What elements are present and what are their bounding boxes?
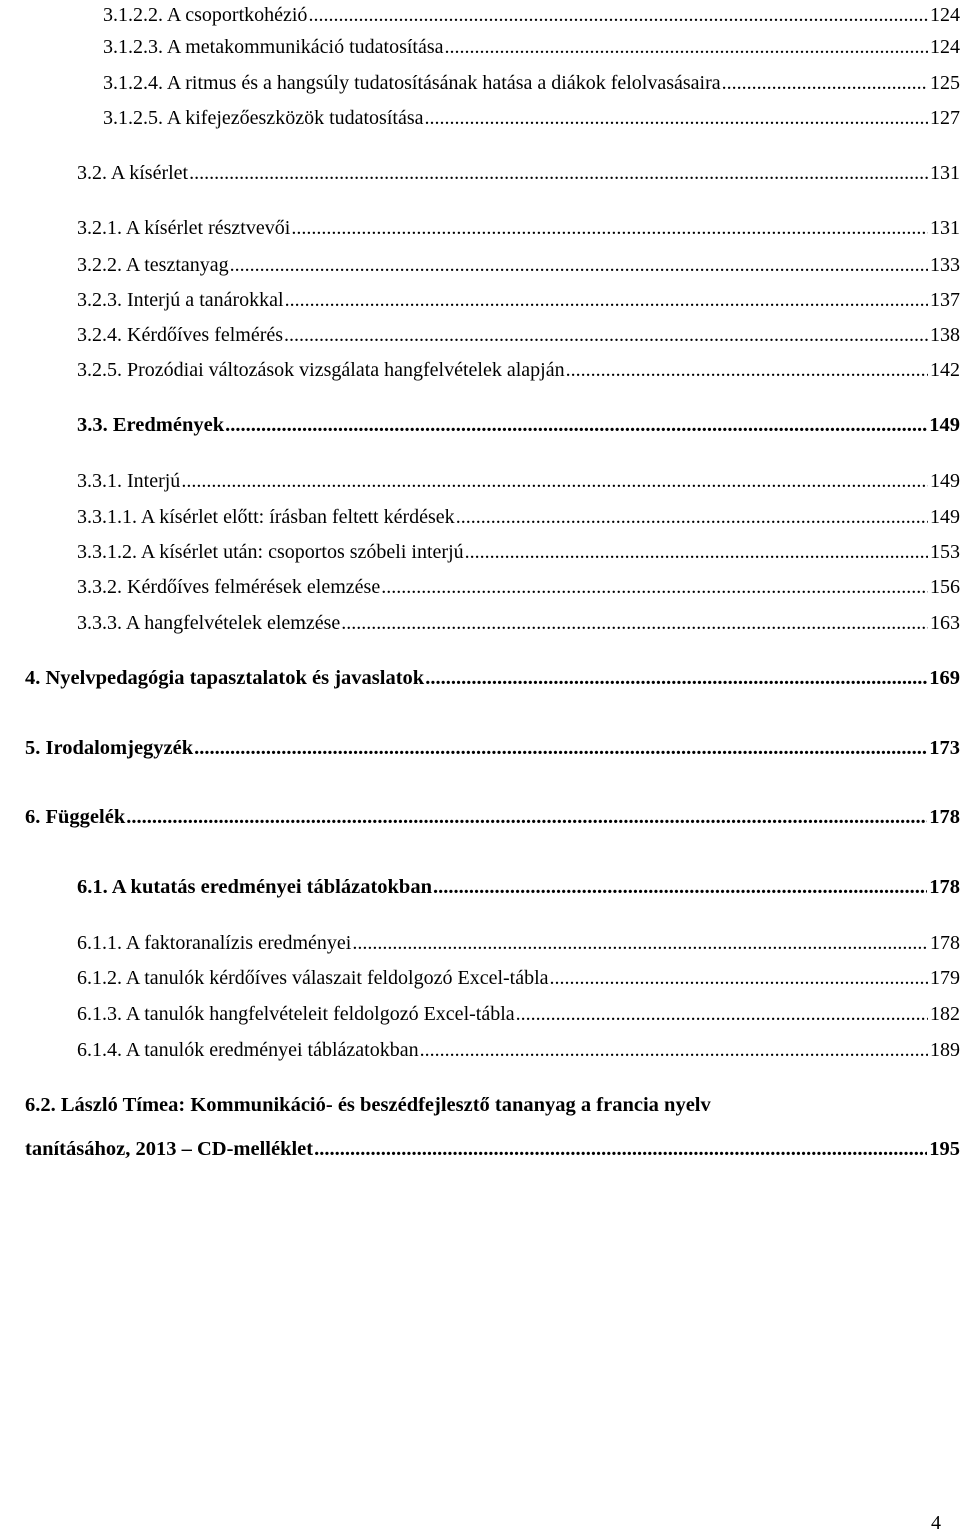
toc-entry-title: A tesztanyag [125, 254, 229, 276]
toc-page-number: 179 [930, 967, 960, 989]
toc-dot-leader [225, 410, 927, 440]
toc-entry-label [77, 608, 340, 638]
toc-page-number: 169 [929, 667, 960, 689]
toc-dot-leader [445, 32, 928, 62]
toc-entry-label [77, 320, 283, 350]
toc-dot-leader [352, 928, 928, 958]
toc-entry-label [77, 572, 380, 602]
toc-page-number: 124 [930, 36, 960, 58]
toc-entry[interactable] [77, 502, 960, 532]
toc-entry-number: 3.2. [77, 162, 107, 184]
toc-entry-number: 6.1. [77, 876, 108, 898]
toc-dot-leader [456, 502, 928, 532]
toc-dot-leader [425, 663, 927, 693]
toc-page-number: 163 [930, 612, 960, 634]
toc-page-number: 131 [930, 162, 960, 184]
toc-entry-title: A tanulók eredményei táblázatokban [125, 1039, 419, 1061]
toc-dot-leader [284, 320, 928, 350]
toc-entry-number: 5. [25, 737, 41, 759]
toc-page-number: 153 [930, 541, 960, 563]
toc-dot-leader [181, 466, 928, 496]
toc-dot-leader [550, 963, 928, 993]
toc-page-number: 125 [930, 72, 960, 94]
toc-entry-number: 3.3.1.1. [77, 506, 137, 528]
toc-entry-label [77, 285, 284, 315]
toc-page-number: 195 [929, 1138, 960, 1160]
toc-page-number: 133 [930, 254, 960, 276]
toc-entry-label [77, 355, 565, 385]
toc-page-number: 173 [929, 737, 960, 759]
toc-entry-title: László Tímea: Kommunikáció- és beszédfejlesztő tananyag a francia nyelv [60, 1094, 711, 1116]
toc-dot-leader [126, 802, 927, 832]
toc-entry-label [77, 466, 180, 496]
toc-entry-label [77, 158, 188, 188]
toc-page-number: 178 [929, 876, 960, 898]
toc-entry-number: 3.2.4. [77, 324, 122, 346]
toc-entry-title: Prozódiai változások vizsgálata hangfelvételek alapján [127, 359, 565, 381]
toc-entry-title: A ritmus és a hangsúly tudatosításának hatása a diákok felolvasásaira [166, 72, 721, 94]
toc-entry-title: tanításához, 2013 – CD-melléklet [25, 1138, 314, 1160]
toc-entry-label [77, 250, 229, 280]
toc-entry-title: Nyelvpedagógia tapasztalatok és javaslatok [45, 667, 425, 689]
toc-page-number: 142 [930, 359, 960, 381]
toc-entry[interactable] [103, 0, 960, 30]
toc-dot-leader [722, 68, 928, 98]
toc-entry-title: A kísérlet résztvevői [125, 217, 291, 239]
toc-page-number: 138 [930, 324, 960, 346]
toc-entry[interactable] [25, 663, 960, 693]
toc-page-number: 156 [930, 576, 960, 598]
toc-entry-title: Interjú a tanárokkal [127, 289, 284, 311]
toc-entry[interactable] [103, 68, 960, 98]
toc-entry-label [103, 32, 444, 62]
toc-page-number: 124 [930, 4, 960, 26]
toc-entry[interactable] [77, 963, 960, 993]
toc-entry-number: 6.1.2. [77, 967, 122, 989]
toc-page-number: 182 [930, 1003, 960, 1025]
toc-entry-title: A kifejezőeszközök tudatosítása [166, 107, 424, 129]
toc-entry-title: Kérdőíves felmérés [127, 324, 284, 346]
toc-entry-label [25, 802, 125, 832]
toc-entry[interactable] [77, 355, 960, 385]
toc-entry-title: A metakommunikáció tudatosítása [166, 36, 444, 58]
toc-entry-number: 3.3.3. [77, 612, 122, 634]
toc-entry-number: 6.1.1. [77, 932, 122, 954]
toc-page-number: 127 [930, 107, 960, 129]
toc-dot-leader [189, 158, 928, 188]
toc-entry[interactable] [25, 802, 960, 832]
toc-entry-title: A kísérlet [110, 162, 189, 184]
toc-dot-leader [308, 0, 928, 30]
toc-page-number: 149 [930, 470, 960, 492]
toc-dot-leader [425, 103, 929, 133]
toc-entry-title: Függelék [45, 806, 126, 828]
toc-entry[interactable] [77, 466, 960, 496]
toc-entry-number: 3.3. [77, 414, 108, 436]
toc-entry[interactable] [77, 1035, 960, 1065]
toc-entry[interactable] [77, 285, 960, 315]
toc-entry-label [77, 213, 290, 243]
toc-entry-number: 3.2.1. [77, 217, 122, 239]
toc-dot-leader [291, 213, 928, 243]
toc-entry[interactable] [103, 103, 960, 133]
toc-entry-title: A tanulók hangfelvételeit feldolgozó Excel-tábla [125, 1003, 515, 1025]
toc-entry-number: 4. [25, 667, 41, 689]
toc-entry[interactable] [77, 872, 960, 902]
toc-entry-label [77, 999, 515, 1029]
toc-entry-label [77, 928, 351, 958]
toc-dot-leader [194, 733, 927, 763]
toc-entry-number: 3.2.3. [77, 289, 122, 311]
toc-dot-leader [314, 1134, 927, 1164]
toc-entry-number: 3.1.2.3. [103, 36, 163, 58]
toc-entry[interactable] [77, 410, 960, 440]
toc-entry-6-2-line1[interactable] [25, 1090, 711, 1120]
toc-dot-leader [566, 355, 928, 385]
toc-entry-title: Irodalomjegyzék [45, 737, 194, 759]
toc-entry-label [77, 537, 464, 567]
toc-entry-number: 6.1.4. [77, 1039, 122, 1061]
toc-entry-title: A faktoranalízis eredményei [125, 932, 352, 954]
toc-entry-title: A kutatás eredményei táblázatokban [111, 876, 432, 898]
toc-entry-title: A kísérlet előtt: írásban feltett kérdések [140, 506, 455, 528]
toc-dot-leader [230, 250, 928, 280]
toc-entry[interactable] [77, 250, 960, 280]
toc-dot-leader [285, 285, 928, 315]
toc-page-number: 189 [930, 1039, 960, 1061]
toc-page-number: 178 [929, 806, 960, 828]
toc-dot-leader [433, 872, 927, 902]
toc-entry-title: A kísérlet után: csoportos szóbeli interjú [140, 541, 464, 563]
toc-dot-leader [465, 537, 928, 567]
toc-entry-label [77, 502, 455, 532]
toc-entry-title: A hangfelvételek elemzése [125, 612, 341, 634]
toc-entry[interactable] [77, 608, 960, 638]
toc-dot-leader [420, 1035, 928, 1065]
toc-entry-title: Interjú [127, 470, 181, 492]
toc-page-number: 131 [930, 217, 960, 239]
toc-dot-leader [341, 608, 928, 638]
toc-entry-label [25, 663, 424, 693]
toc-page-number: 149 [929, 414, 960, 436]
toc-entry-number: 3.1.2.2. [103, 4, 163, 26]
toc-entry-label [77, 963, 549, 993]
toc-entry-label [103, 68, 721, 98]
toc-entry-label [77, 1035, 419, 1065]
toc-entry-label [77, 410, 224, 440]
toc-entry-label [103, 103, 424, 133]
toc-entry-title: Eredmények [112, 414, 225, 436]
toc-entry-label [77, 872, 432, 902]
toc-page-number: 149 [930, 506, 960, 528]
toc-entry-number: 3.1.2.5. [103, 107, 163, 129]
toc-entry-number: 3.3.2. [77, 576, 122, 598]
toc-entry-title: A tanulók kérdőíves válaszait feldolgozó Excel-tábla [125, 967, 549, 989]
toc-entry-number: 3.2.2. [77, 254, 122, 276]
toc-entry[interactable] [25, 733, 960, 763]
page-number: 4 [931, 1512, 941, 1534]
toc-page-number: 178 [930, 932, 960, 954]
toc-entry-number: 3.3.1. [77, 470, 122, 492]
toc-entry-label [25, 733, 193, 763]
toc-entry[interactable] [77, 928, 960, 958]
toc-entry[interactable] [77, 320, 960, 350]
toc-entry-label [103, 0, 307, 30]
toc-entry-number: 6.1.3. [77, 1003, 122, 1025]
toc-entry-number: 3.3.1.2. [77, 541, 137, 563]
toc-entry-number: 6. [25, 806, 41, 828]
toc-entry[interactable] [77, 537, 960, 567]
toc-page-number: 137 [930, 289, 960, 311]
toc-entry-title: A csoportkohézió [166, 4, 308, 26]
toc-entry-number: 6.2. [25, 1094, 56, 1116]
toc-entry[interactable] [77, 213, 960, 243]
toc-entry-number: 3.1.2.4. [103, 72, 163, 94]
toc-entry-number: 3.2.5. [77, 359, 122, 381]
toc-entry[interactable] [103, 32, 960, 62]
toc-entry[interactable] [77, 999, 960, 1029]
toc-dot-leader [381, 572, 928, 602]
toc-entry-6-2-line2[interactable] [25, 1134, 960, 1164]
toc-entry-title: Kérdőíves felmérések elemzése [127, 576, 381, 598]
toc-entry[interactable] [77, 572, 960, 602]
toc-entry[interactable] [77, 158, 960, 188]
toc-dot-leader [516, 999, 928, 1029]
